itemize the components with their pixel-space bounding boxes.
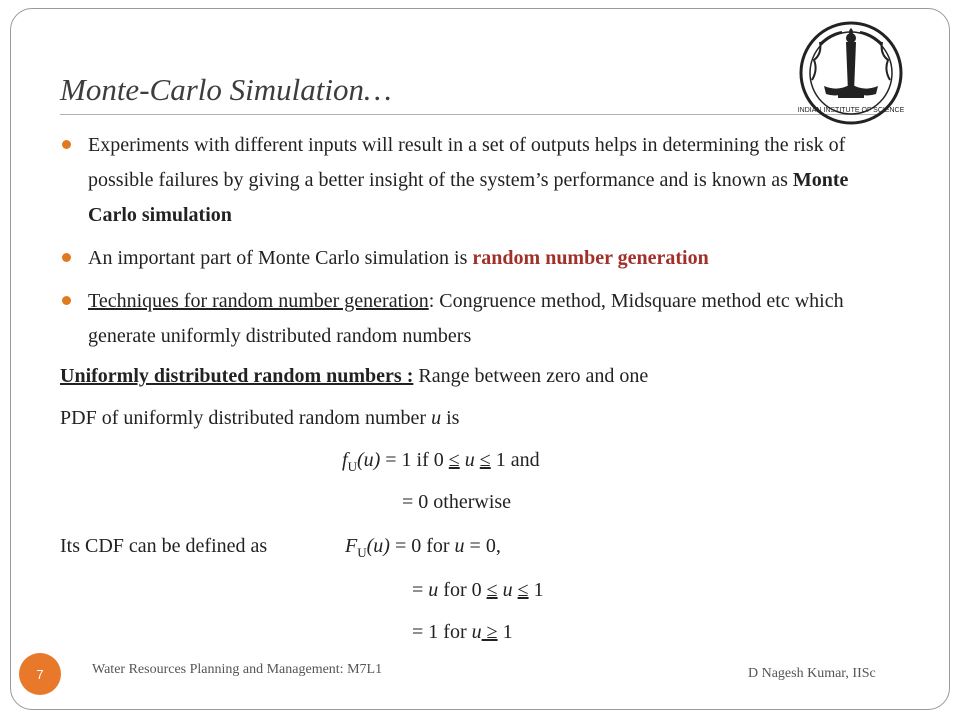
cdf-formula-line2	[412, 576, 544, 604]
bullet-random-generation	[60, 241, 900, 276]
uniform-label: Uniformly distributed random numbers :	[60, 365, 414, 387]
title-divider	[60, 114, 880, 115]
cdf-l2-a: =	[412, 579, 429, 601]
cdf-arg: (u)	[366, 535, 390, 557]
cdf-l3-a: = 1 for	[412, 621, 472, 643]
cdf-l2-c: 1	[528, 579, 544, 601]
pdf-sub: U	[347, 459, 357, 474]
bullet-experiments	[60, 128, 900, 233]
cdf-l2-b: for 0	[438, 579, 487, 601]
bullet-underlined-term: Techniques for random number generation	[88, 290, 429, 312]
pdf-intro-var: u	[431, 407, 442, 429]
cdf-l1-a: = 0 for	[389, 535, 455, 557]
cdf-F: F	[345, 535, 358, 557]
uniform-text: Range between zero and one	[413, 365, 649, 387]
cdf-l1-b: = 0,	[464, 535, 501, 557]
slide-title: Monte-Carlo Simulation…	[60, 72, 392, 107]
cdf-sub: U	[357, 545, 367, 560]
bullet-techniques	[60, 284, 900, 354]
bullet-bold-term: Monte Carlo simulation	[88, 169, 849, 226]
pdf-f: f	[342, 449, 348, 471]
bullet-dot-icon	[62, 140, 71, 149]
footer-author: D Nagesh Kumar, IISc	[748, 666, 876, 681]
pdf-le1: ≤	[448, 449, 460, 471]
footer-course: Water Resources Planning and Management: M7L1	[92, 662, 383, 677]
iisc-seal-logo	[798, 20, 904, 126]
cdf-l2-var2: u	[497, 579, 518, 601]
pdf-arg: (u)	[356, 449, 381, 471]
pdf-rest-a: = 1 if 0	[380, 449, 449, 471]
pdf-rest-b: 1 and	[490, 449, 540, 471]
cdf-intro: Its CDF can be defined as	[60, 535, 268, 557]
uniform-definition	[60, 362, 648, 390]
cdf-l2-le2: ≤	[517, 579, 529, 601]
cdf-l3-var: u	[471, 621, 482, 643]
pdf-intro-text: PDF of uniformly distributed random number	[60, 407, 432, 429]
pdf-u1: u	[459, 449, 480, 471]
pdf-formula-line1	[342, 446, 540, 481]
bullet-text: : Congruence method, Midsquare method etc which generate uniformly distributed random numbers	[88, 290, 844, 347]
cdf-l3-ge: ≥	[481, 621, 498, 643]
cdf-l2-var: u	[428, 579, 439, 601]
bullet-text: An important part of Monte Carlo simulation is	[88, 247, 473, 269]
cdf-formula-line1	[345, 532, 501, 567]
cdf-l1-var: u	[454, 535, 465, 557]
bullet-text: Experiments with different inputs will result in a set of outputs helps in determining the risk of possible failures by giving a better insight of the system’s performance and is known as	[88, 134, 846, 191]
page-number-badge: 7	[19, 653, 61, 695]
cdf-l2-le: ≤	[486, 579, 498, 601]
bullet-dot-icon	[62, 296, 71, 305]
pdf-intro	[60, 404, 459, 432]
pdf-formula-line2: = 0 otherwise	[402, 491, 512, 513]
cdf-l3-b: 1	[497, 621, 513, 643]
bullet-dot-icon	[62, 253, 71, 262]
bullet-list	[60, 128, 900, 362]
bullet-accent-term: random number generation	[472, 247, 709, 269]
logo-text: INDIAN INSTITUTE OF SCIENCE	[798, 107, 904, 114]
pdf-intro-after: is	[441, 407, 460, 429]
pdf-le2: ≤	[479, 449, 491, 471]
cdf-formula-line3	[412, 618, 513, 646]
